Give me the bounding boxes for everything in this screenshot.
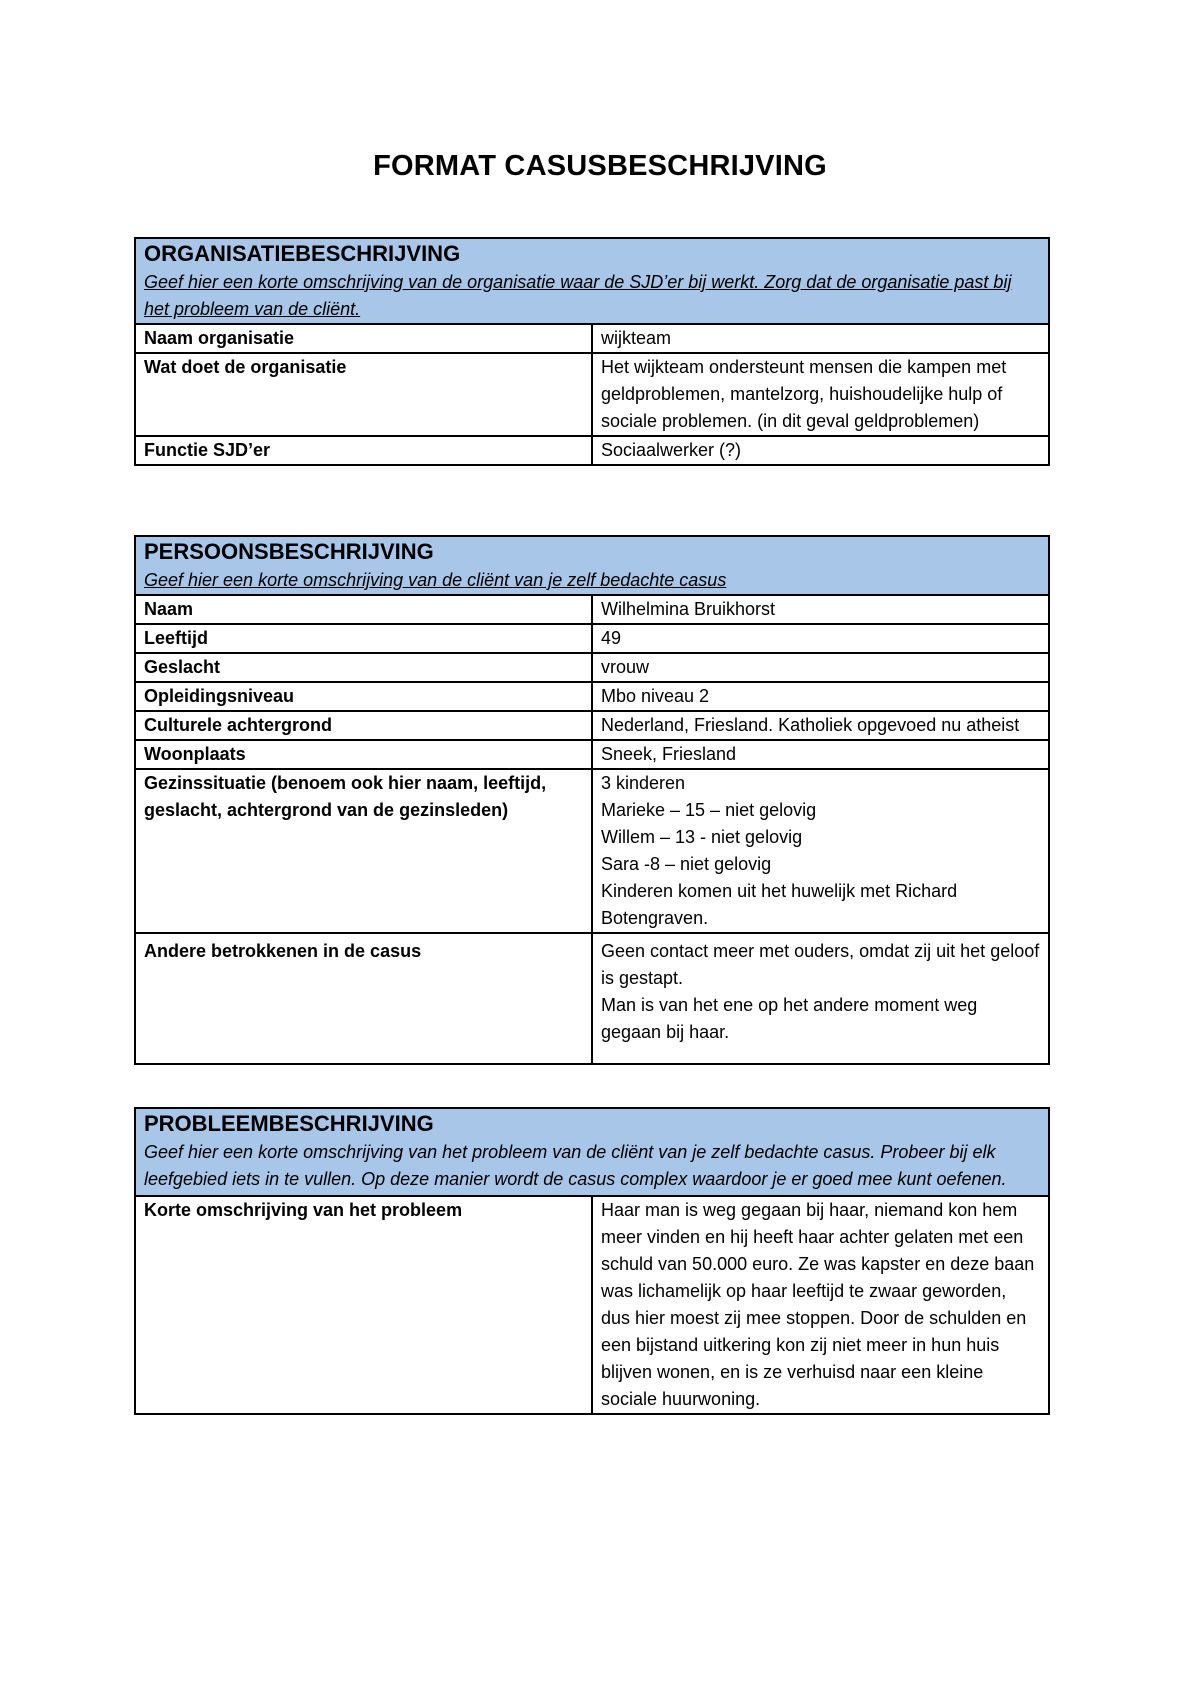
family-line: Sara -8 – niet gelovig — [601, 854, 772, 874]
row-label: Culturele achtergrond — [135, 711, 592, 740]
table-row — [135, 595, 1049, 624]
row-value: Nederland, Friesland. Katholiek opgevoed nu atheist — [592, 711, 1049, 740]
family-line: 3 kinderen — [601, 773, 686, 793]
row-value: 49 — [592, 624, 1049, 653]
organisation-heading: ORGANISATIEBESCHRIJVING — [144, 241, 461, 266]
row-value: Sociaalwerker (?) — [592, 436, 1049, 465]
table-row — [135, 624, 1049, 653]
row-label: Andere betrokkenen in de casus — [135, 933, 592, 1064]
table-row — [135, 933, 1049, 1064]
table-row — [135, 769, 1049, 933]
row-label: Opleidingsniveau — [135, 682, 592, 711]
row-value: vrouw — [592, 653, 1049, 682]
row-label: Geslacht — [135, 653, 592, 682]
table-row — [135, 740, 1049, 769]
problem-table — [134, 1107, 1050, 1415]
row-label: Wat doet de organisatie — [135, 353, 592, 436]
row-label: Korte omschrijving van het probleem — [135, 1196, 592, 1414]
row-value: Wilhelmina Bruikhorst — [592, 595, 1049, 624]
others-value — [592, 933, 1049, 1064]
row-value: Haar man is weg gegaan bij haar, niemand kon hem meer vinden en hij heeft haar achter gelaten met een schuld van 50.000 euro. Ze was kapster en deze baan was lichamelijk op haar leeftijd te zwaar geworden, dus hier moest zij mee stoppen. Door de schulden en een bijstand uitkering kon zij niet meer in hun huis blijven wonen, en is ze verhuisd naar een kleine sociale huurwoning. — [592, 1196, 1049, 1414]
others-line: Geen contact meer met ouders, omdat zij uit het geloof is gestapt. — [601, 941, 1040, 988]
organisation-description: Geef hier een korte omschrijving van de organisatie waar de SJD’er bij werkt. Zorg dat de organisatie past bij het probleem van de cliënt. — [144, 272, 1012, 319]
person-table — [134, 535, 1050, 1065]
others-line: Man is van het ene op het andere moment weg gegaan bij haar. — [601, 995, 978, 1042]
page-title: FORMAT CASUSBESCHRIJVING — [373, 150, 827, 182]
row-label: Gezinssituatie (benoem ook hier naam, leeftijd, geslacht, achtergrond van de gezinsleden) — [135, 769, 592, 933]
row-value: Sneek, Friesland — [592, 740, 1049, 769]
table-row — [135, 324, 1049, 353]
person-header — [135, 536, 1049, 595]
problem-header — [135, 1108, 1049, 1196]
row-label: Woonplaats — [135, 740, 592, 769]
row-value: Het wijkteam ondersteunt mensen die kampen met geldproblemen, mantelzorg, huishoudelijke hulp of sociale problemen. (in dit geval geldproblemen) — [592, 353, 1049, 436]
person-description: Geef hier een korte omschrijving van de cliënt van je zelf bedachte casus — [144, 570, 727, 590]
organisation-table — [134, 237, 1050, 466]
table-row — [135, 711, 1049, 740]
table-row — [135, 1196, 1049, 1414]
organisation-header — [135, 238, 1049, 324]
table-row — [135, 436, 1049, 465]
row-label: Leeftijd — [135, 624, 592, 653]
table-row — [135, 653, 1049, 682]
family-line: Willem – 13 - niet gelovig — [601, 827, 803, 847]
family-line: Marieke – 15 – niet gelovig — [601, 800, 817, 820]
row-value: Mbo niveau 2 — [592, 682, 1049, 711]
problem-heading: PROBLEEMBESCHRIJVING — [144, 1111, 434, 1136]
row-value: wijkteam — [592, 324, 1049, 353]
table-row — [135, 353, 1049, 436]
table-row — [135, 682, 1049, 711]
problem-description: Geef hier een korte omschrijving van het probleem van de cliënt van je zelf bedachte casus. Probeer bij elk leefgebied iets in te vullen. Op deze manier wordt de casus complex waardoor je er goed mee kunt oefenen. — [144, 1142, 1007, 1189]
row-label: Naam organisatie — [135, 324, 592, 353]
row-label: Functie SJD’er — [135, 436, 592, 465]
row-label: Naam — [135, 595, 592, 624]
family-value — [592, 769, 1049, 933]
person-heading: PERSOONSBESCHRIJVING — [144, 539, 434, 564]
family-line: Kinderen komen uit het huwelijk met Richard Botengraven. — [601, 881, 958, 928]
